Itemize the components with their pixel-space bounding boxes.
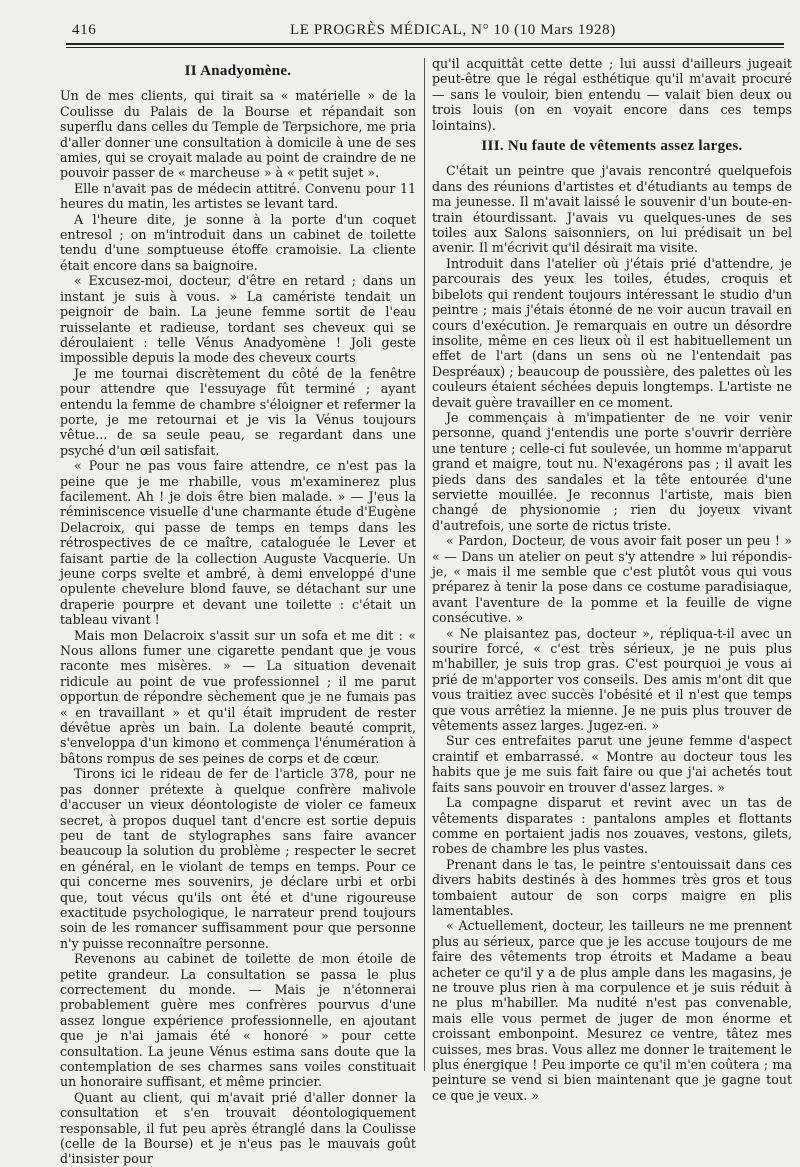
paragraph: Mais mon Delacroix s'assit sur un sofa et me dit : « Nous allons fumer une cigarette pendant que je vous raconte mes misères. » — La situation devenait ridicule au point de vue professionnel ; il me parut opportun de répondre sèchement que je ne fumais pas « en travaillant » et qu'il était imprudent de rester dévêtue après un bain. La dolente beauté comprit, s'enveloppa d'un kimono et commença l'énumération à bâtons rompus de ses peines de corps et de cœur. (60, 627, 416, 766)
paragraph: « Pardon, Docteur, de vous avoir fait poser un peu ! » « — Dans un atelier on peut s'y attendre » lui répondis-je, « mais il me semble que c'est plutôt vous qui vous préparez à tenir la pose dans ce costume paradisiaque, avant l'aventure de la pomme et la feuille de vigne consécutive. » (432, 533, 792, 626)
paragraph: Quant au client, qui m'avait prié d'aller donner la consultation et s'en trouvait déontologiquement responsable, il fut peu après étranglé dans la Coulisse (celle de la Bourse) et je n'eus pas le mauvais goût d'insister pour (60, 1089, 416, 1167)
paragraph: Sur ces entrefaites parut une jeune femme d'aspect craintif et embarrassé. « Montre au docteur tous les habits que je me suis fait faire ou que j'ai achetés tout faits sans pouvoir en trouver d'assez larges. » (432, 733, 792, 795)
paragraph: Elle n'avait pas de médecin attitré. Convenu pour 11 heures du matin, les artistes se levant tard. (60, 180, 416, 212)
header-rule (66, 43, 784, 48)
paragraph: C'était un peintre que j'avais rencontré quelquefois dans des réunions d'artistes et d'étudiants au temps de ma jeunesse. Il m'avait laissé le souvenir d'un boute-en-train étourdissant. J'avais vu quelques-unes de ses toiles aux Salons saisonniers, on lui prédisait un bel avenir. Il m'écrivit qu'il désirait ma visite. (432, 163, 792, 256)
paragraph: Un de mes clients, qui tirait sa « matérielle » de la Coulisse du Palais de la Bourse et répandait son superflu dans celles du Temple de Terpsichore, me pria d'aller donner une consultation à domicile à une de ses amies, qui se croyait malade au point de craindre de ne pouvoir passer de « marcheuse » à « petit sujet ». (60, 88, 416, 181)
running-header (66, 22, 784, 44)
paragraph: « Actuellement, docteur, les tailleurs ne me prennent plus au sérieux, parce que je les accuse toujours de me faire des vêtements trop étroits et Madame a beau acheter ce qu'il y a de plus ample dans les magasins, je ne trouve plus rien à ma corpulence et je suis réduit à ne plus m'habiller. Ma nudité n'est pas convenable, mais elle vous permet de juger de mon énorme et croissant embonpoint. Mesurez ce ventre, tâtez mes cuisses, mes bras. Vous allez me donner le traitement le plus énergique ! Peu importe ce qu'il m'en coûtera ; ma peinture se vend si bien maintenant que je gagne tout ce que je veux. » (432, 918, 792, 1103)
paragraph-continuation: qu'il acquittât cette dette ; lui aussi d'ailleurs jugeait peut-être que le régal esthétique qu'il m'avait procuré — sans le vouloir, bien entendu — valait bien deux ou trois louis (on en voyait encore dans ces temps lointains). (432, 56, 792, 133)
paragraph: Prenant dans le tas, le peintre s'entouissait dans ces divers habits destinés à des hommes très gros et tous tombaient autour de son corps maigre en plis lamentables. (432, 856, 792, 918)
paragraph: Revenons au cabinet de toilette de mon étoile de petite grandeur. La consultation se passa le plus correctement du monde. — Mais je n'étonnerai probablement guère mes confrères pourvus d'une assez longue expérience professionnelle, en ajoutant que je n'ai jamais été « honoré » pour cette consultation. La jeune Vénus estima sans doute que la contemplation de ses charmes sans voiles constituait un honoraire suffisant, et même princier. (60, 951, 416, 1090)
paragraph: Je me tournai discrètement du côté de la fenêtre pour attendre que l'essuyage fût terminé ; ayant entendu la femme de chambre s'éloigner et refermer la porte, je me retournai et je vis la Vénus toujours vêtue... de sa seule peau, se regardant dans une psyché d'un œil satisfait. (60, 365, 416, 458)
column-divider (424, 58, 425, 1071)
paragraph: La compagne disparut et revint avec un tas de vêtements disparates : pantalons amples et flottants comme en portaient jadis nos zouaves, vestons, gilets, robes de chambre les plus vastes. (432, 795, 792, 857)
section-title-iii: III. Nu faute de vêtements assez larges. (481, 138, 743, 155)
left-column (60, 58, 416, 1167)
paragraph: Je commençais à m'impatienter de ne voir venir personne, quand j'entendis une porte s'ouvrir derrière une tenture ; celle-ci fut soulevée, un homme m'apparut grand et maigre, tout nu. N'exagérons pas ; il avait les pieds dans des sandales et la tête entourée d'une serviette mouillée. Je reconnus l'artiste, mais bien changé de physionomie ; rien du joyeux vivant d'autrefois, une sorte de rictus triste. (432, 409, 792, 533)
page-number: 416 (72, 22, 97, 38)
right-column (432, 56, 792, 1103)
running-title: LE PROGRÈS MÉDICAL, N° 10 (10 Mars 1928) (290, 22, 616, 38)
paragraph: « Pour ne pas vous faire attendre, ce n'est pas la peine que je me rhabille, vous m'examinerez plus facilement. Ah ! je dois être bien malade. » — J'eus la réminiscence visuelle d'une charmante étude d'Eugène Delacroix, qui passe de temps en temps dans les rétrospectives de ce maître, cataloguée le Lever et faisant partie de la collection Auguste Vacquerie. Un jeune corps svelte et ambré, à demi enveloppé d'une opulente chevelure blond fauve, se détachant sur une draperie pourpre et devant une toilette : c'était un tableau vivant ! (60, 458, 416, 628)
paragraph: « Excusez-moi, docteur, d'être en retard ; dans un instant je suis à vous. » La camériste tendait un peignoir de bain. La jeune femme sortit de l'eau ruisselante et radieuse, tordant ses cheveux qui se déroulaient : telle Vénus Anadyomène ! Joli geste impossible depuis la mode des cheveux courts (60, 273, 416, 366)
paragraph: A l'heure dite, je sonne à la porte d'un coquet entresol ; on m'introduit dans un cabinet de toilette tendu d'une somptueuse étoffe cramoisie. La cliente était encore dans sa baignoire. (60, 211, 416, 273)
paragraph: Tirons ici le rideau de fer de l'article 378, pour ne pas donner prétexte à quelque confrère malivole d'accuser un vieux déontologiste de violer ce fameux secret, à propos duquel tant d'encre est sortie depuis peu de tant de stylographes sans faire avancer beaucoup la solution du problème ; respecter le secret en général, en le violant de temps en temps. Pour ce qui concerne mes souvenirs, je déclare urbi et orbi que, tout vécus qu'ils ont été et d'une rigoureuse exactitude psychologique, le narrateur prend toujours soin de les romancer suffisamment pour que personne n'y puisse reconnaître personne. (60, 766, 416, 951)
paragraph: « Ne plaisantez pas, docteur », répliqua-t-il avec un sourire forcé, « c'est très sérieux, je ne puis plus m'habiller, je suis trop gras. C'est pourquoi je vous ai prié de m'apporter vos conseils. Des amis m'ont dit que vous traitiez avec succès l'obésité et il n'est que temps que vous arrêtiez la mienne. Je ne puis plus trouver de vêtements assez larges. Jugez-en. » (432, 625, 792, 734)
paragraph: Introduit dans l'atelier où j'étais prié d'attendre, je parcourais des yeux les toiles, études, croquis et bibelots qui rendent toujours intéressant le studio d'un peintre ; mais j'étais étonné de ne voir aucun travail en cours d'exécution. Je remarquais en outre un désordre insolite, même en ces lieux où il est habituellement un effet de l'art (dans un sens où ne l'entendait pas Despréaux) ; beaucoup de poussière, des palettes où les couleurs étaient séchées depuis longtemps. L'artiste ne devait guère travailler en ce moment. (432, 255, 792, 410)
section-title-ii: II Anadyomène. (184, 63, 292, 79)
